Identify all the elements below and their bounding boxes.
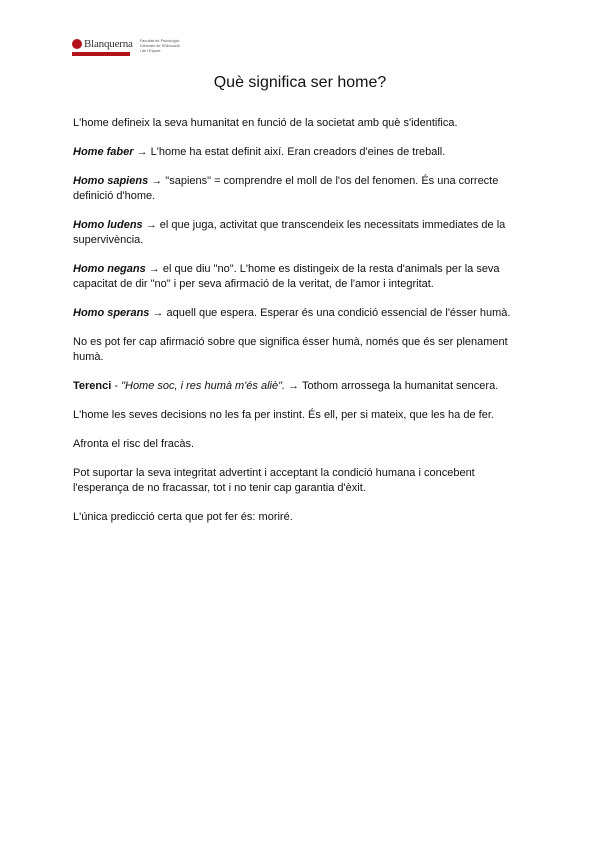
- logo-mark-icon: [72, 39, 82, 49]
- term-homo-sapiens: Homo sapiens: [73, 175, 149, 187]
- logo-bar: [72, 52, 130, 56]
- paragraph-homo-negans: [73, 262, 523, 292]
- term-home-faber: Home faber: [73, 146, 134, 158]
- paragraph-integritat: Pot suportar la seva integritat advertint i acceptant la condició humana i concebent l'esperança de no fracassar, tot i no tenir cap garantia d'èxit.: [73, 467, 475, 494]
- university-logo: [72, 38, 180, 56]
- paragraph-terenci: [73, 379, 523, 394]
- paragraph-homo-sperans: [73, 306, 523, 321]
- author-terenci: Terenci: [73, 380, 112, 392]
- paragraph-intro: L'home defineix la seva humanitat en funció de la societat amb què s'identifica.: [73, 117, 458, 129]
- paragraph-risc: Afronta el risc del fracàs.: [73, 438, 195, 450]
- logo-wordmark: [72, 38, 133, 56]
- logo-subtitle: [140, 38, 180, 53]
- terenci-quote: "Home soc, i res humà m'és aliè".: [121, 380, 286, 392]
- paragraph-text: → "sapiens" = comprendre el moll de l'os del fenomen. És una correcte definició d'home.: [73, 175, 499, 202]
- paragraph-text: → Tothom arrossega la humanitat sencera.: [285, 380, 499, 392]
- paragraph-decisions: L'home les seves decisions no les fa per instint. És ell, per si mateix, que les ha de fer.: [73, 409, 494, 421]
- paragraph-homo-sapiens: [73, 174, 523, 204]
- paragraph-text: → L'home ha estat definit així. Eran creadors d'eines de treball.: [133, 146, 446, 158]
- paragraph-prediccio: L'única predicció certa que pot fer és: moriré.: [73, 511, 293, 523]
- separator-dash: -: [111, 380, 122, 392]
- logo-subtitle-line: i de l'Esport: [139, 48, 161, 53]
- document-body: [73, 116, 523, 539]
- paragraph-text: → el que juga, activitat que transcendeix les necessitats immediates de la supervivència.: [73, 219, 506, 246]
- paragraph-homo-ludens: [73, 218, 523, 248]
- page-title: Què significa ser home?: [213, 74, 387, 91]
- logo-subtitle-line: Ciències de l'Educació: [139, 43, 180, 48]
- paragraph-text: → el que diu "no". L'home es distingeix de la resta d'animals per la seva capacitat de dir "no" i per seva afirmació de la veritat, de l'amor i integritat.: [73, 263, 500, 290]
- logo-name: Blanquerna: [84, 38, 133, 50]
- paragraph-text: → aquell que espera. Esperar és una condició essencial de l'ésser humà.: [149, 307, 511, 319]
- term-homo-ludens: Homo ludens: [73, 219, 143, 231]
- logo-subtitle-line: Facultat de Psicologia: [139, 38, 179, 43]
- paragraph-no-afirmacio: No es pot fer cap afirmació sobre que significa ésser humà, només que és ser plenament humà.: [73, 336, 508, 363]
- paragraph-home-faber: [73, 145, 523, 160]
- term-homo-negans: Homo negans: [73, 263, 146, 275]
- term-homo-sperans: Homo sperans: [73, 307, 150, 319]
